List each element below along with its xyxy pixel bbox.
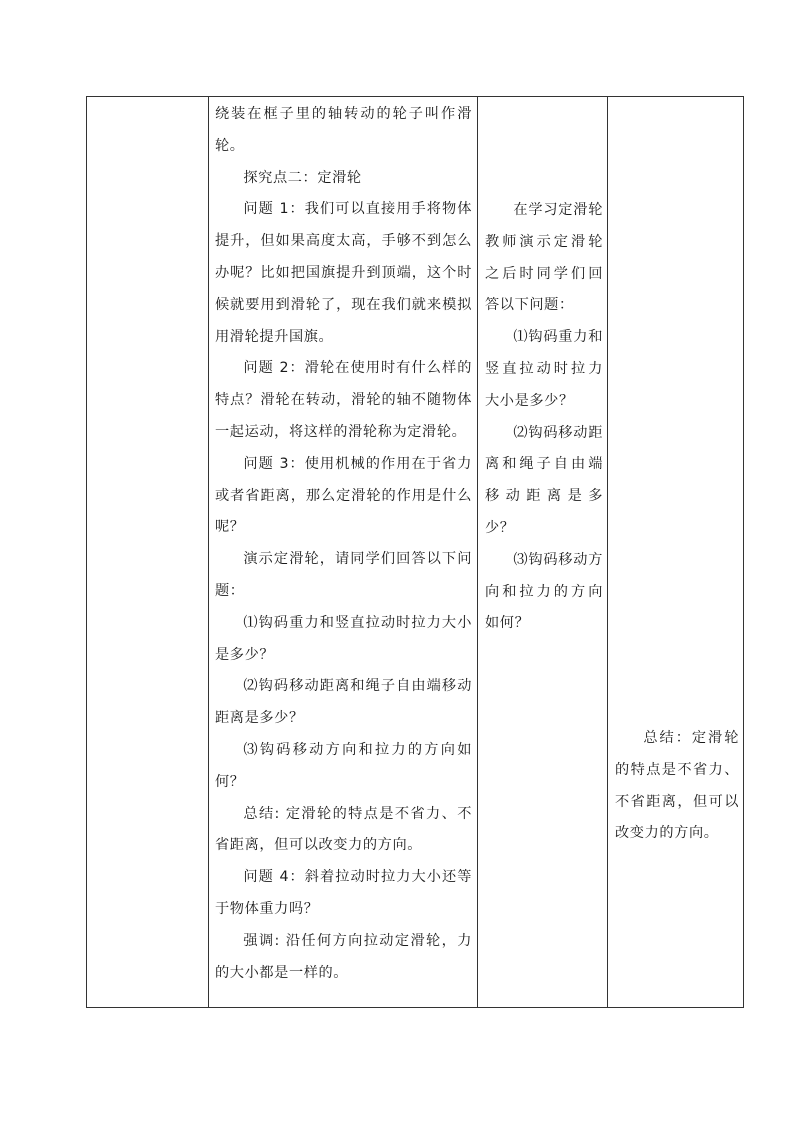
paragraph: 绕装在框子里的轴转动的轮子叫作滑轮。 <box>215 106 472 154</box>
paragraph: 问题 2：滑轮在使用时有什么样的特点？滑轮在转动，滑轮的轴不随物体一起运动，将这样的滑轮称为定滑轮。 <box>215 360 472 440</box>
question-item: ⑴钩码重力和竖直拉动时拉力大小是多少？ <box>485 329 603 409</box>
summary-paragraph: 总结：定滑轮的特点是不省力、不省距离，但可以改变力的方向。 <box>615 730 739 842</box>
emphasis-paragraph: 强调: 沿任何方向拉动定滑轮，力的大小都是一样的。 <box>215 932 472 981</box>
question-item: ⑵钩码移动距离和绳子自由端移动距离是多少？ <box>485 424 603 536</box>
paragraph: 问题 1：我们可以直接用手将物体提升，但如果高度太高，手够不到怎么办呢？比如把国旗提升到顶端，这个时候就要用到滑轮了，现在我们就来模拟用滑轮提升国旗。 <box>215 201 472 345</box>
paragraph: 问题 3：使用机械的作用在于省力或者省距离，那么定滑轮的作用是什么呢？ <box>215 455 472 536</box>
lesson-plan-table <box>86 96 744 1008</box>
teaching-content-cell <box>209 97 478 1008</box>
question-item: ⑶钩码移动方向和拉力的方向如何？ <box>485 551 603 632</box>
summary-cell <box>608 97 744 1008</box>
summary-paragraph: 总结: 定滑轮的特点是不省力、不省距离，但可以改变力的方向。 <box>215 805 472 854</box>
section-heading: 探究点二：定滑轮 <box>243 169 362 186</box>
question-item: ⑶钩码移动方向和拉力的方向如何？ <box>215 741 472 790</box>
empty-column-cell <box>87 97 209 1008</box>
paragraph: 演示定滑轮，请同学们回答以下问题： <box>215 551 472 599</box>
table-row <box>87 97 744 1008</box>
paragraph: 在学习定滑轮教师演示定滑轮之后时同学们回答以下问题： <box>485 202 603 314</box>
paragraph: 问题 4：斜着拉动时拉力大小还等于物体重力吗？ <box>215 869 472 917</box>
question-item: ⑵钩码移动距离和绳子自由端移动距离是多少？ <box>215 678 472 727</box>
student-activity-cell <box>478 97 608 1008</box>
question-item: ⑴钩码重力和竖直拉动时拉力大小是多少？ <box>215 614 472 663</box>
